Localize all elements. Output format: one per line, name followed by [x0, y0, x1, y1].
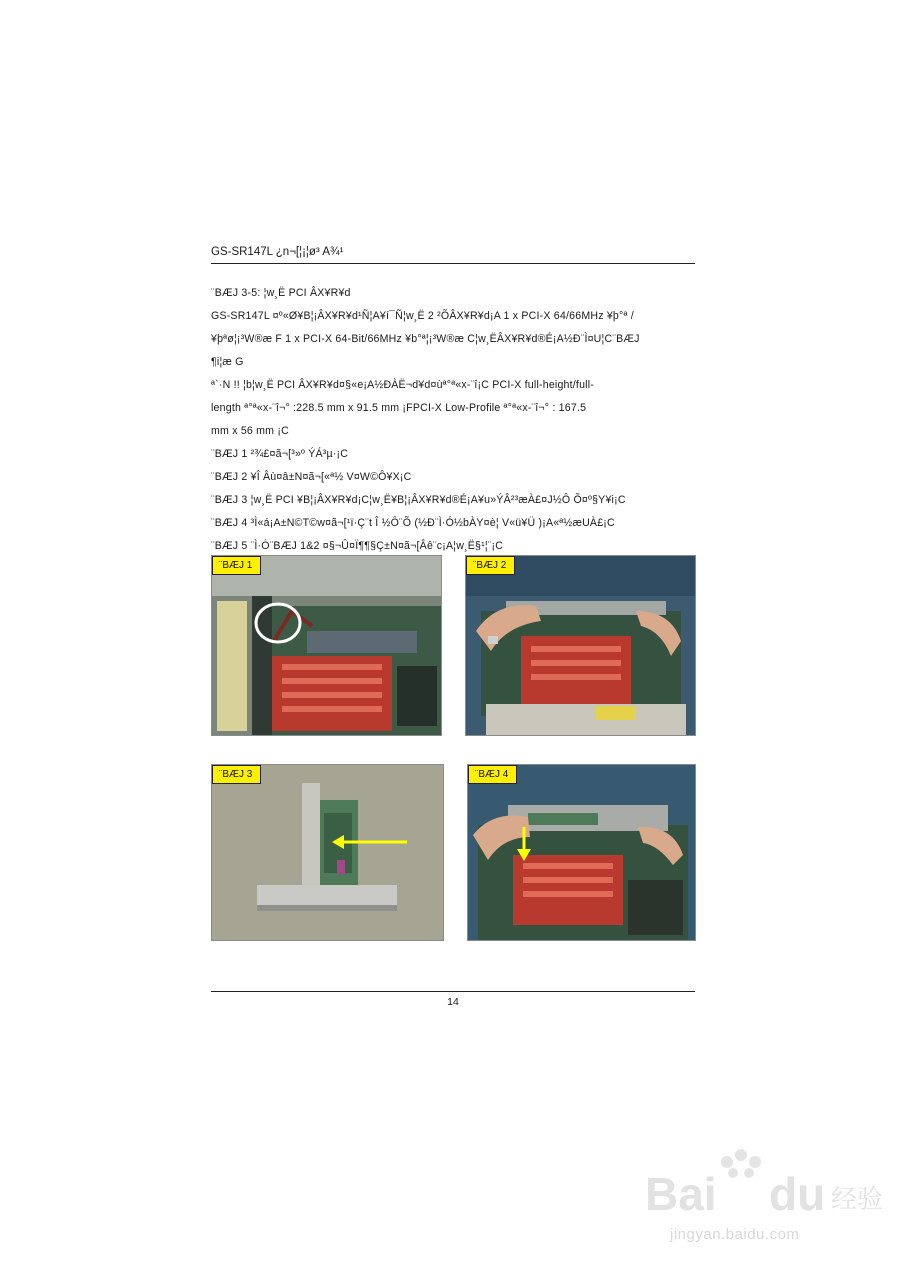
step-line: ¨BÆJ 3 ¦w¸Ë PCI ¥B¦¡ÂX¥R¥d¡C¦w¸Ë¥B¦¡ÂX¥R¥d®É¡A¥u»ÝÂ²³æÀ£¤J½Ô Õ¤º§Y¥i¡C: [211, 494, 626, 506]
svg-text:经验: 经验: [831, 1185, 884, 1215]
server-interior-image: [466, 556, 695, 735]
step4-photo: [467, 764, 696, 941]
step3-photo: [211, 764, 444, 941]
text-line: ª`·N !! ¦b¦w¸Ë PCI ÂX¥R¥d¤§«e¡A½ÐÀË¬d¥d¤ùª°ª«x-¨î¡C PCI-X full-height/full-: [211, 379, 594, 391]
svg-text:du: du: [769, 1168, 826, 1220]
step2-photo: [465, 555, 696, 736]
section-heading: ¨BÆJ 3-5: ¦w¸Ë PCI ÂX¥R¥d: [211, 287, 351, 299]
instruction-text: [211, 282, 695, 558]
text-line: mm x 56 mm ¡C: [211, 425, 289, 437]
server-interior-image: [212, 556, 441, 735]
page-header: GS-SR147L ¿n¬[¦¡¦ø³ A¾¹: [211, 246, 344, 258]
step-tag: ¨BÆJ 2: [466, 556, 515, 575]
text-line: GS-SR147L ¤º«Ø¥B¦¡ÂX¥R¥d¹Ñ¦A¥í¯Ñ¦w¸Ë 2 ²ÕÂX¥R¥d¡A 1 x PCI-X 64/66MHz ¥þ°ª /: [211, 310, 634, 322]
text-line: ¥þªø¦¡³W®æ F 1 x PCI-X 64-Bit/66MHz ¥b°ª¦¡³W®æ C¦w¸ËÂX¥R¥d®É¡A½Ð¨Ì¤U¦C¨BÆJ: [211, 333, 640, 345]
baidu-watermark-logo: [645, 1148, 885, 1228]
step1-photo: [211, 555, 442, 736]
step-line: ¨BÆJ 1 ²¾£¤ã¬[³»º ÝÁ³µ·¡C: [211, 448, 349, 460]
text-line: ¶i¦æ G: [211, 356, 244, 368]
server-interior-image: [468, 765, 695, 940]
page-number: 14: [447, 996, 459, 1008]
step-tag: ¨BÆJ 4: [468, 765, 517, 784]
baidu-watermark-url: jingyan.baidu.com: [670, 1226, 800, 1243]
step-line: ¨BÆJ 5 ¨Ì·Ó¨BÆJ 1&2 ¤§¬Û¤Ï¶¶§Ç±N¤ã¬[Âê¨c¡A¦w¸Ë§¹¦¨¡C: [211, 540, 504, 552]
step-tag: ¨BÆJ 1: [212, 556, 261, 575]
step-line: ¨BÆJ 2 ¥Î Âù¤â±N¤ã¬[«ª½ V¤W©Ô¥X¡C: [211, 471, 412, 483]
text-line: length ª°ª«x-¨î¬° :228.5 mm x 91.5 mm ¡FPCI-X Low-Profile ª°ª«x-¨î¬° : 167.5: [211, 402, 587, 414]
svg-text:Bai: Bai: [645, 1168, 717, 1220]
step-tag: ¨BÆJ 3: [212, 765, 261, 784]
footer-rule: [211, 991, 695, 992]
riser-card-image: [212, 765, 443, 940]
step-line: ¨BÆJ 4 ³Ì«á¡A±N©T©w¤ã¬[¹ï·Ç¨t Î ½Ô¨Õ (½Ð¨Ì·Ó½bÀY¤è¦ V«ü¥Ü )¡A«ª½æUÀ£¡C: [211, 517, 615, 529]
header-rule: [211, 263, 695, 264]
